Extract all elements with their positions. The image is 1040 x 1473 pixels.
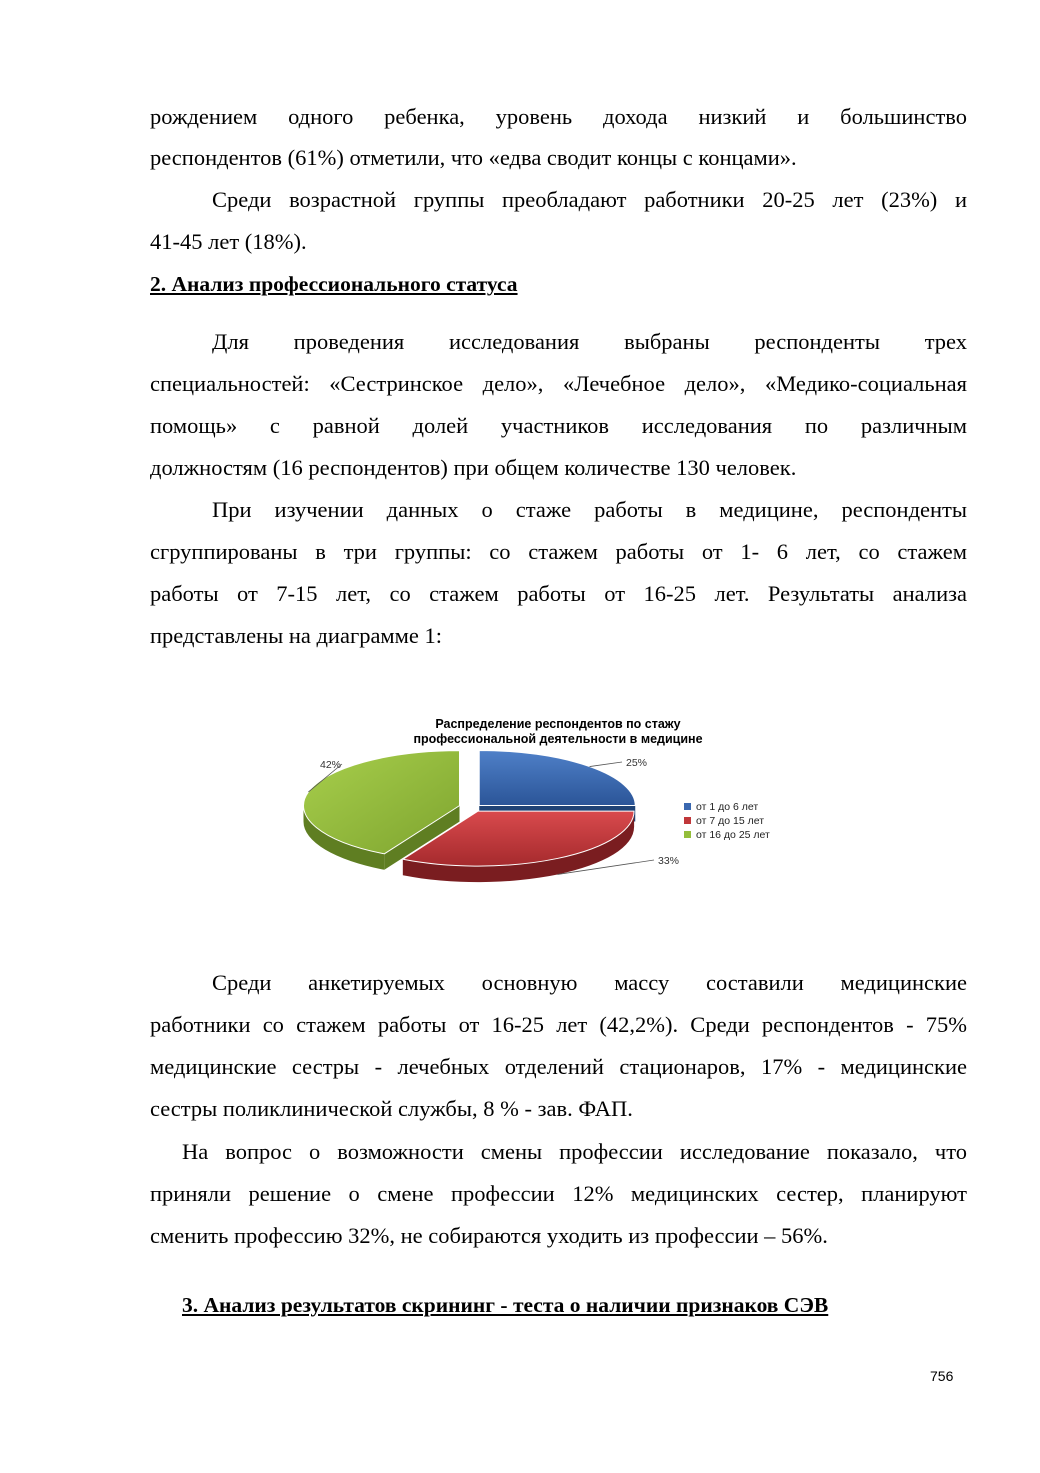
paragraph-line: работники со стажем работы от 16-25 лет (42,2%). Среди респондентов - 75%	[150, 1012, 967, 1037]
section-heading-3: 3. Анализ результатов скрининг - теста о наличии признаков СЭВ	[182, 1293, 829, 1317]
paragraph-line: представлены на диаграмме 1:	[150, 623, 443, 648]
section-heading-2: 2. Анализ профессионального статуса	[150, 272, 518, 296]
pie-slice-1	[479, 750, 635, 805]
paragraph-line: респондентов (61%) отметили, что «едва сводит концы с концами».	[150, 145, 797, 170]
paragraph-line: 41-45 лет (18%).	[150, 229, 307, 254]
legend-swatch	[684, 803, 691, 810]
page-number: 756	[930, 1368, 954, 1384]
pie-chart	[300, 712, 820, 902]
paragraph-line: медицинские сестры - лечебных отделений стационаров, 17% - медицинские	[150, 1054, 967, 1079]
paragraph-line: сгруппированы в три группы: со стажем работы от 1- 6 лет, со стажем	[150, 539, 967, 564]
paragraph-line: Среди анкетируемых основную массу составили медицинские	[212, 970, 967, 995]
legend-swatch	[684, 817, 691, 824]
pie-value-label: 42%	[320, 759, 342, 771]
legend-item	[684, 801, 758, 813]
paragraph-line: приняли решение о смене профессии 12% медицинских сестер, планируют	[150, 1181, 967, 1206]
chart-title-line-2: профессиональной деятельности в медицине	[413, 732, 703, 746]
chart-title-line-1: Распределение респондентов по стажу	[435, 717, 681, 731]
paragraph-line: Для проведения исследования выбраны респонденты трех	[212, 329, 967, 354]
legend-item	[684, 829, 770, 841]
legend-item	[684, 815, 764, 827]
pie-label-leader	[590, 762, 622, 767]
pie-value-label: 25%	[626, 757, 648, 769]
paragraph-line: должностям (16 респондентов) при общем количестве 130 человек.	[150, 455, 797, 480]
paragraph-line: рождением одного ребенка, уровень дохода низкий и большинство	[150, 104, 967, 129]
paragraph-line: сестры поликлинической службы, 8 % - зав. ФАП.	[150, 1096, 633, 1121]
paragraph-line: Среди возрастной группы преобладают работники 20-25 лет (23%) и	[212, 187, 967, 212]
paragraph-line: сменить профессию 32%, не собираются уходить из профессии – 56%.	[150, 1223, 828, 1248]
paragraph-line: работы от 7-15 лет, со стажем работы от 16-25 лет. Результаты анализа	[150, 581, 967, 606]
legend-label: от 7 до 15 лет	[696, 815, 764, 827]
paragraph-line: На вопрос о возможности смены профессии исследование показало, что	[182, 1139, 967, 1164]
pie-value-label: 33%	[658, 855, 680, 867]
chart-legend	[684, 801, 770, 841]
paragraph-line: При изучении данных о стаже работы в медицине, респонденты	[212, 497, 967, 522]
legend-label: от 16 до 25 лет	[696, 829, 770, 841]
paragraph-line: специальностей: «Сестринское дело», «Лечебное дело», «Медико-социальная	[150, 371, 967, 396]
paragraph-line: помощь» с равной долей участников исследования по различным	[150, 413, 967, 438]
legend-label: от 1 до 6 лет	[696, 801, 759, 813]
legend-swatch	[684, 831, 691, 838]
